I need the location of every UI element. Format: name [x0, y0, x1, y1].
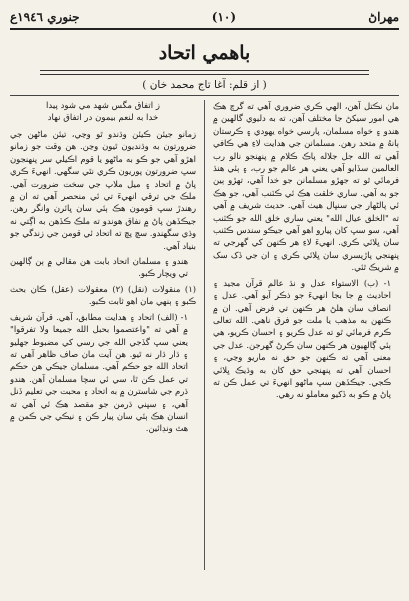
column-divider	[204, 100, 205, 570]
right-column	[10, 100, 196, 570]
paragraph: زمانو جيئن ڪيئن وڌندو ٿو وڃي، تيئن ماڻهن جي ضرورتون به وڌنديون ٿيون وڃن. هن وقت جو زمانو اهڙو آهي جو ڪو به ماڻهو يا قوم اڪيلي سر پنهنجون سڀ ضرورتون پوريون ڪري نٿي سگهي. انهيءَ ڪري پاڻ ۾ اتحاد ۽ ميل ملاپ جي سخت ضرورت آهي. ملڪ جي ترقي انهيءَ تي ئي منحصر آهي ته ان ۾ رهندڙ سڀ قومون هڪ ٻئي سان ڀائرن وانگر رهن. جيڪڏهن پاڻ ۾ نفاق هوندو ته ملڪ ڪڏهن به اڳتي نه وڌي سگهندو. سچ پچ ته اتحاد ئي قومن جي زندگي جو بنياد آهي.	[10, 129, 196, 251]
verse-line-2: خدا به لنعم بيمون در اتفاق نهاد	[47, 113, 159, 123]
paragraph: هندو ۽ مسلمان اتحاد بابت هن مقالي ۾ ٻن ڳالهين تي ويچار ڪبو.	[10, 256, 188, 279]
title-rule	[40, 70, 369, 75]
article-title: باهمي اتحاد	[158, 42, 251, 64]
page-header	[10, 6, 399, 30]
journal-name: مهراڻ	[368, 10, 399, 24]
issue-date: جنوري ١٩٤٦ع	[10, 10, 80, 24]
paragraph: (١) منقولات (نقل) (٢) معقولات (عقل) ڪان بحث ڪبو ۽ ٻنهي مان اهو ثابت ڪبو.	[10, 283, 196, 307]
paragraph: ١- (ب) الاستواء عدل و نڌ عالم قرآن مجيد ۽ احاديث ۾ جا بجا انهيءَ جو ذڪر آيو آهي. عدل ۽ انصاف سان هلڻ هر ڪنهن تي فرض آهي. ان ۾ ڪنهن به مذهب يا ملت جو فرق ناهي. الله تعالى ڪرم فرمائي ٿو ته عدل ڪريو ۽ احسان ڪريو، هي ٻئي ڳالهيون هر ڪنهن سان ڪرڻ گهرجن. عدل جي معنى آهي ته ڪنهن جو حق نه ماريو وڃي، ۽ احسان آهي ته پنهنجي حق کان به وڌيڪ ڀلائي ڪجي. جيڪڏهن سڀ ماڻهو انهيءَ تي عمل ڪن ته پاڻ ۾ ڪو به ڏکيو معاملو نه رهي.	[213, 277, 391, 400]
paragraph: ١- (الف) اتحاد ۽ هدايت مطابق، آهي. قرآن شريف ۾ آهي ته "واعتصموا بحبل الله جميعا ولا تفرقوا" يعني سڀ گڏجي الله جي رسي کي مضبوط جهليو ۽ ڌار ڌار نه ٿيو. هن آيت مان صاف ظاهر آهي ته اتحاد الله جو حڪم آهي. مسلمان جيڪي هن حڪم تي عمل ڪن ٿا، سي ئي سچا مسلمان آهن. هندو ڌرم جي شاسترن ۾ به اتحاد ۽ محبت جي تعليم ڏنل آهي، ۽ سڀني ڌرمن جو مقصد هڪ ئي آهي ته انسان هڪ ٻئي سان پيار ڪن ۽ نيڪي جي ڪمن ۾ هٿ ونڊائين.	[10, 311, 188, 434]
left-column	[213, 100, 399, 570]
paragraph: مان نڪتل آهن، الهي ڪري ضروري آهي ته گرچ هڪ هي امور سيکڻ جا مختلف آهن، ته به دليوي گالهين ۾ هندو ۽ خواه مسلمان، پارسي خواه يهودي ۽ ڪرستان ٻانهُ ۾ متحد رهن. مسلمانن جي هدايت لاءِ هي ڪافي آهي ته الله جل جلاله پاڪ ڪلام ۾ پنهنجو نالو رب العالمين سڏايو آهي يعني هر عالم جو رب، ۽ ٻئي هنڌ فرمائي ٿو ته جهڙو مسلمانن جو خدا آهي، تهڙو ٻين جو به آهي. ساري خلقت هڪ ئي ڪٽنب آهي، جو هڪ ئي پالڻهار جي سنڀال هيٺ آهي. حديث شريف ۾ آهي ته "الخلق عيال الله" يعني ساري خلق الله جو ڪٽنب آهي، سو سڀ کان پيارو اهو آهي جيڪو سندس ڪٽنب سان ڀلائي ڪري. انهيءَ لاءِ هر ڪنهن کي گهرجي ته پنهنجي پاڙيسري سان ڀلائي ڪري ۽ ان جي ڏک سک ۾ شريڪ ٿئي.	[213, 101, 399, 273]
page-number: (١٠)	[211, 10, 237, 24]
article-body	[10, 100, 399, 570]
article-author: ( از قلم: آغا تاج محمد خان )	[142, 79, 267, 91]
verse-line-1: ز اتفاق مگس شهد مي شود پيدا	[45, 101, 161, 111]
opening-verse	[10, 100, 196, 124]
author-rule	[10, 95, 399, 96]
